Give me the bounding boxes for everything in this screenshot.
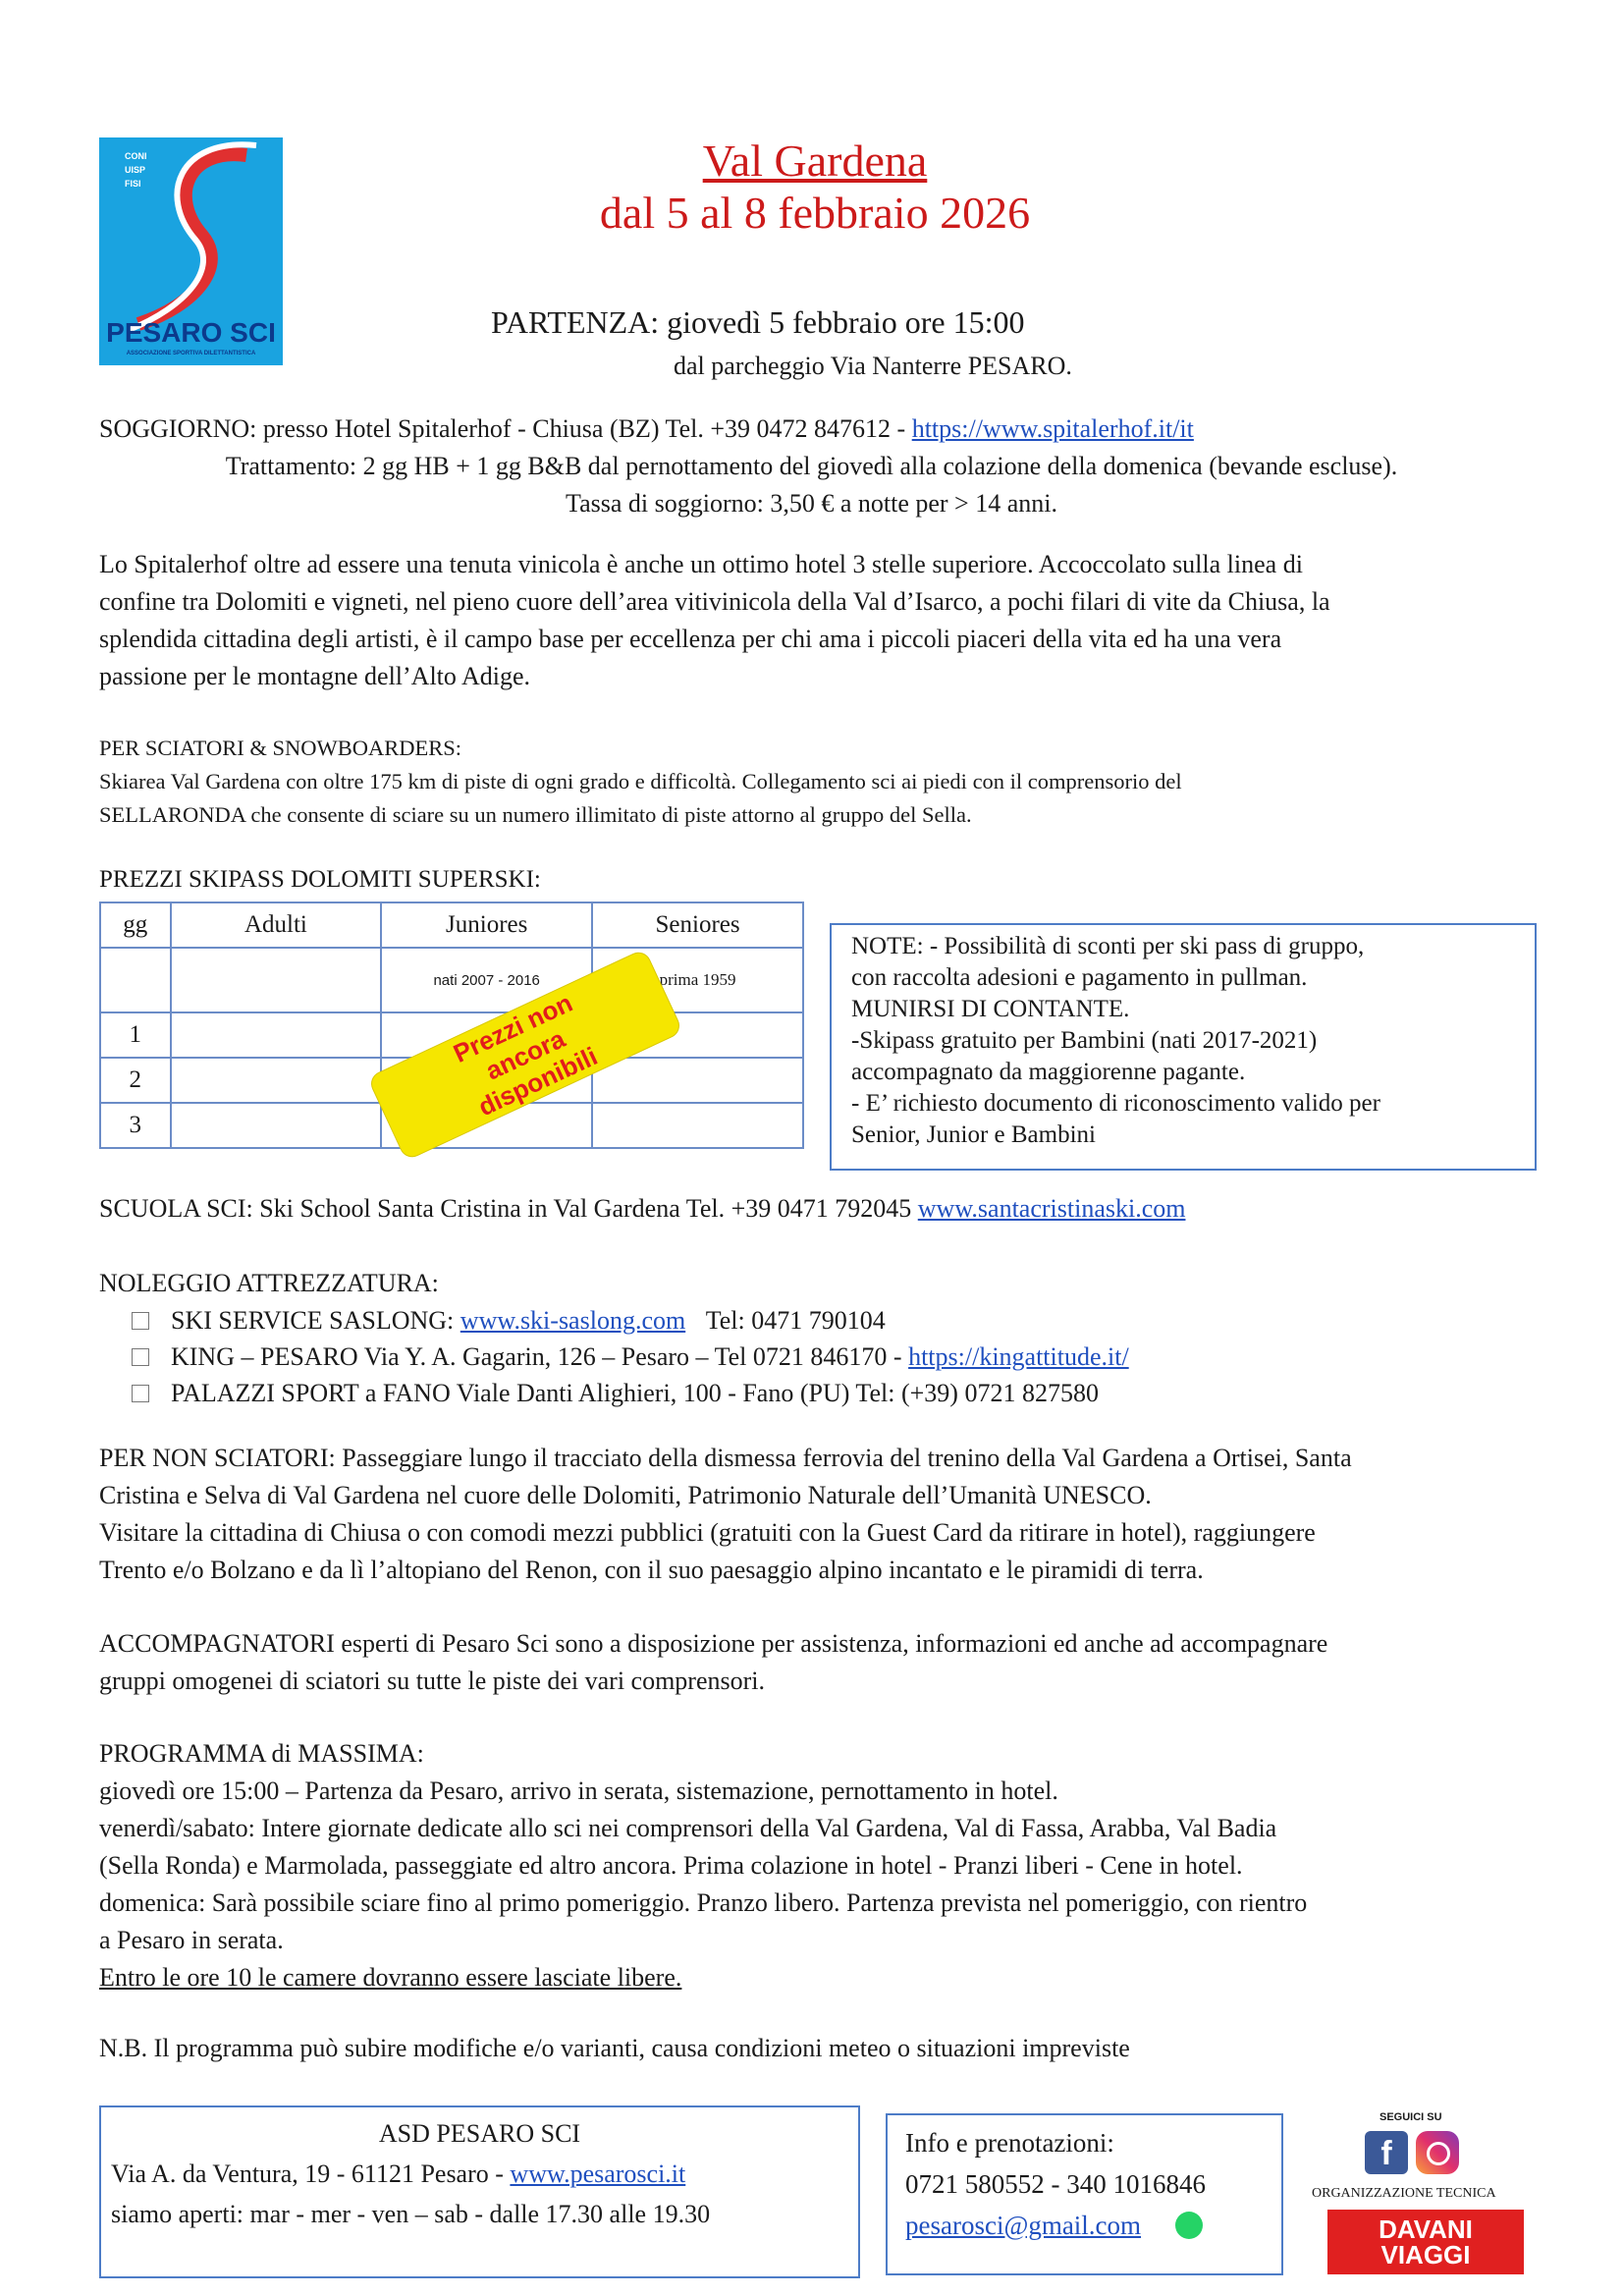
col-seniores: Seniores [592, 902, 803, 948]
ski-school-link[interactable]: www.santacristinaski.com [917, 1194, 1186, 1223]
rental-item-saslong: SKI SERVICE SASLONG: www.ski-saslong.com Tel: 0471 790104 [132, 1302, 886, 1339]
departure-place: dal parcheggio Via Nanterre PESARO. [674, 352, 1072, 380]
page-dates: dal 5 al 8 febbraio 2026 [599, 187, 1031, 238]
logo-name: PESARO SCI [106, 317, 276, 348]
stay-line [99, 410, 1194, 448]
tourist-tax: Tassa di soggiorno: 3,50 € a notte per > 14 anni. [566, 489, 1057, 518]
tech-org-label: ORGANIZZAZIONE TECNICA [1312, 2186, 1496, 2201]
page-title: Val Gardena [702, 136, 928, 186]
seniores-years: prima 1959 [592, 948, 803, 1012]
opening-hours: siamo aperti: mar - mer - ven – sab - dalle 17.30 alle 19.30 [111, 2200, 711, 2228]
rental-heading: NOLEGGIO ATTREZZATURA: [99, 1269, 439, 1297]
footer-org: ASD PESARO SCI [378, 2119, 581, 2148]
row-day-3: 3 [100, 1103, 171, 1148]
skipass-heading: PREZZI SKIPASS DOLOMITI SUPERSKI: [99, 866, 541, 893]
juniores-years: nati 2007 - 2016 [381, 948, 592, 1012]
logo-coni: CONI [125, 151, 147, 161]
skiers-heading: PER SCIATORI & SNOWBOARDERS: [99, 736, 462, 760]
logo-subtitle: ASSOCIAZIONE SPORTIVA DILETTANTISTICA [126, 351, 256, 356]
follow-label: SEGUICI SU [1380, 2111, 1442, 2123]
king-link[interactable]: https://kingattitude.it/ [908, 1342, 1129, 1371]
ski-school: SCUOLA SCI: Ski School Santa Cristina in Val Gardena Tel. +39 0471 792045 www.santacristinaski.com [99, 1194, 1186, 1223]
bullet-icon [132, 1312, 149, 1330]
logo-fisi: FISI [125, 179, 141, 189]
facebook-like-icon[interactable]: f [1365, 2131, 1408, 2174]
guides: ACCOMPAGNATORI esperti di Pesaro Sci sono a disposizione per assistenza, informazioni ed anche ad accompagnare gruppi omogenei di sciatori su tutte le piste dei vari comprensori. [99, 1629, 1328, 1695]
program-heading: PROGRAMMA di MASSIMA: [99, 1739, 424, 1768]
hotel-link[interactable]: https://www.spitalerhof.it/it [911, 414, 1194, 443]
stay-label: SOGGIORNO: [99, 414, 257, 443]
email-link[interactable]: pesarosci@gmail.com [905, 2211, 1142, 2240]
col-juniores: Juniores [381, 902, 592, 948]
prices-unavailable-sticker: Prezzi non ancora disponibili [368, 950, 682, 1160]
website-link[interactable]: www.pesarosci.it [510, 2159, 686, 2188]
saslong-link[interactable]: www.ski-saslong.com [460, 1306, 686, 1335]
davani-viaggi-logo: DAVANI VIAGGI [1327, 2210, 1524, 2274]
footer-address-box: ASD PESARO SCI Via A. da Ventura, 19 - 61121 Pesaro - www.pesarosci.it siamo aperti: mar - mer - ven – sab - dalle 17.30 alle 19.30 [99, 2105, 860, 2278]
bullet-icon [132, 1385, 149, 1402]
whatsapp-icon[interactable] [1175, 2212, 1203, 2239]
rental-item-king: KING – PESARO Via Y. A. Gagarin, 126 – Pesaro – Tel 0721 846170 - https://kingattitude.it/ [132, 1339, 1129, 1376]
footer-info-box: Info e prenotazioni: 0721 580552 - 340 1016846 pesarosci@gmail.com [886, 2113, 1283, 2275]
treatment: Trattamento: 2 gg HB + 1 gg B&B dal pernottamento del giovedì alla colazione della domenica (bevande escluse). [225, 452, 1398, 480]
bullet-icon [132, 1348, 149, 1366]
col-gg: gg [100, 902, 171, 948]
non-skiers: PER NON SCIATORI: Passeggiare lungo il tracciato della dismessa ferrovia del trenino della Val Gardena a Ortisei, Santa Cristina e Selva di Val Gardena nel cuore delle Dolomiti, Patrimonio Naturale dell’Umanità UNESCO. Visitare la cittadina di Chiusa o con comodi mezzi pubblici (gratuiti con la Guest Card da ritirare in hotel), raggiungere Trento e/o Bolzano e da lì l’altopiano del Renon, con il suo paesaggio alpino incantato e le piramidi di terra. [99, 1444, 1352, 1584]
instagram-icon[interactable] [1416, 2131, 1459, 2174]
pesaro-sci-logo [99, 137, 283, 365]
col-adulti: Adulti [171, 902, 382, 948]
departure: PARTENZA: giovedì 5 febbraio ore 15:00 [491, 304, 1025, 340]
row-day-2: 2 [100, 1058, 171, 1103]
phones: 0721 580552 - 340 1016846 [905, 2169, 1206, 2199]
rental-item-palazzi: PALAZZI SPORT a FANO Viale Danti Alighieri, 100 - Fano (PU) Tel: (+39) 0721 827580 [132, 1375, 1099, 1412]
skiers-section: PER SCIATORI & SNOWBOARDERS: Skiarea Val Gardena con oltre 175 km di piste di ogni grado e difficoltà. Collegamento sci ai piedi con il comprensorio del SELLARONDA che consente di sciare su un numero illimitato di piste attorno al gruppo del Sella. [99, 732, 1182, 832]
stay-text: presso Hotel Spitalerhof - Chiusa (BZ) Tel. +39 0472 847612 - [262, 414, 906, 443]
notes-box: NOTE: - Possibilità di sconti per ski pass di gruppo, con raccolta adesioni e pagamento in pullman. MUNIRSI DI CONTANTE. -Skipass gratuito per Bambini (nati 2017-2021) accompagnato da maggiorenne pagante. - E’ richiesto documento di riconoscimento valido per Senior, Junior e Bambini [830, 923, 1537, 1171]
nb-note: N.B. Il programma può subire modifiche e/o varianti, causa condizioni meteo o situazioni impreviste [99, 2034, 1130, 2062]
row-day-1: 1 [100, 1012, 171, 1058]
hotel-description: Lo Spitalerhof oltre ad essere una tenuta vinicola è anche un ottimo hotel 3 stelle superiore. Accoccolato sulla linea di confine tra Dolomiti e vigneti, nel pieno cuore dell’area vitivinicola della Val d’Isarco, a pochi filari di vite da Chiusa, la splendida cittadina degli artisti, è il campo base per eccellenza per chi ama i piccoli piaceri della vita ed ha una vera passione per le montagne dell’Alto Adige. [99, 550, 1330, 690]
checkout-note: Entro le ore 10 le camere dovranno essere lasciate libere. [99, 1963, 682, 1992]
program: PROGRAMMA di MASSIMA: giovedì ore 15:00 – Partenza da Pesaro, arrivo in serata, sistemazione, pernottamento in hotel. venerdì/sabato: Intere giornate dedicate allo sci nei comprensori della Val Gardena, Val di Fassa, Arabba, Val Badia (Sella Ronda) e Marmolada, passeggiate ed altro ancora. Prima colazione in hotel - Pranzi liberi - Cene in hotel. domenica: Sarà possibile sciare fino al primo pomeriggio. Pranzo libero. Partenza prevista nel pomeriggio, con rientro a Pesaro in serata. Entro le ore 10 le camere dovranno essere lasciate libere. [99, 1735, 1307, 1996]
logo-uisp: UISP [125, 165, 146, 175]
